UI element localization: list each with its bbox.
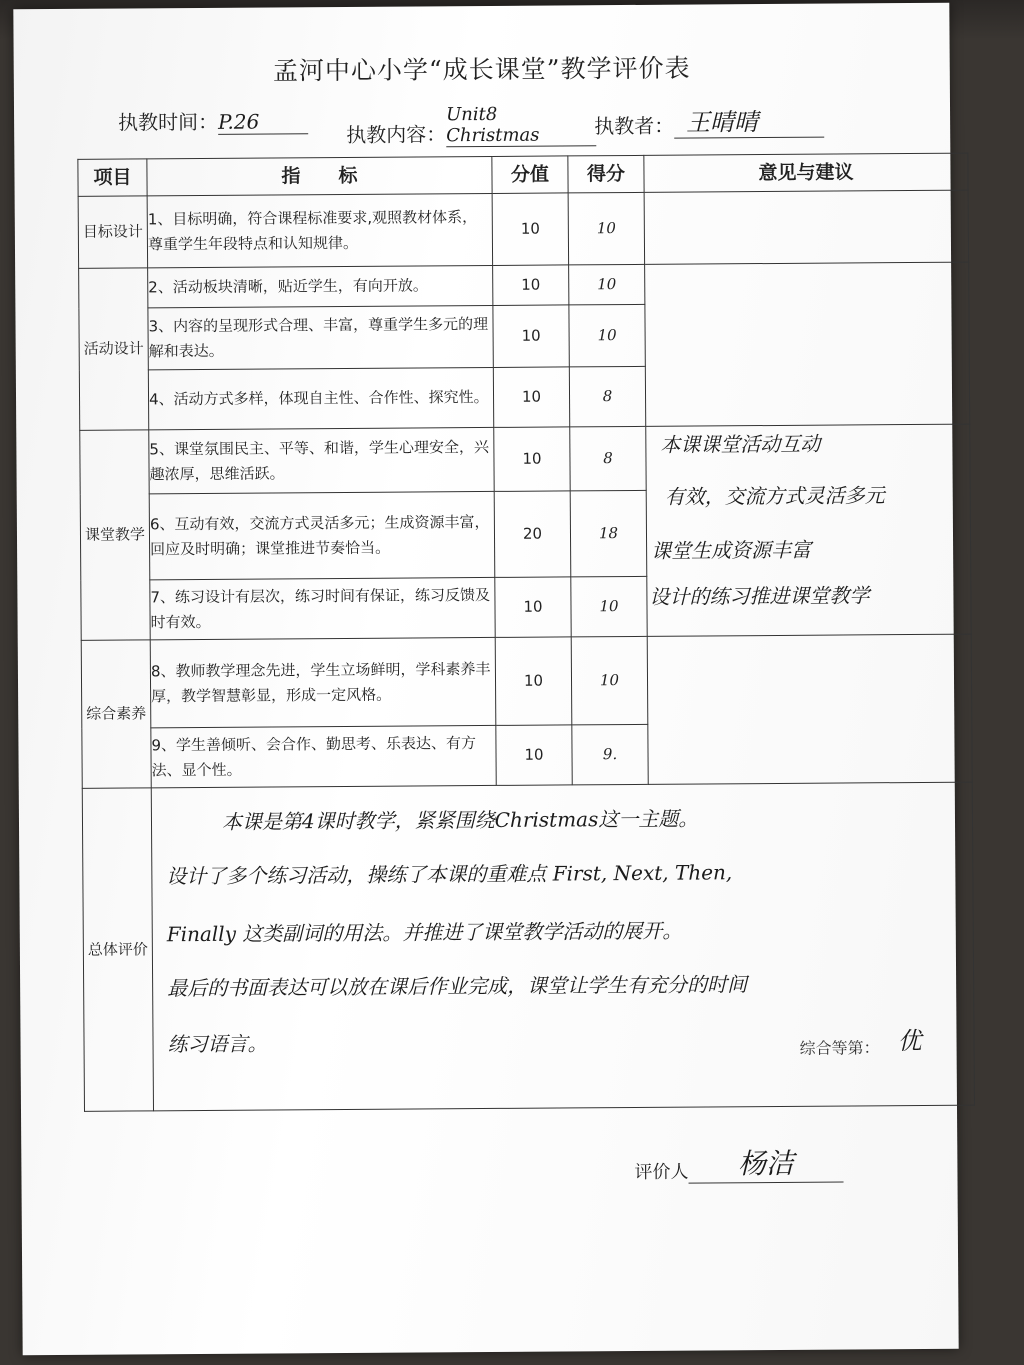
points-3: 10 xyxy=(493,305,569,368)
teacher xyxy=(594,102,824,140)
suggestion-line: 本课课堂活动互动 xyxy=(660,431,821,457)
points-1: 10 xyxy=(492,193,569,266)
suggestion-cell-goal xyxy=(644,190,968,264)
category-literacy: 综合素养 xyxy=(81,640,151,788)
category-classroom: 课堂教学 xyxy=(80,430,150,640)
table-row xyxy=(80,424,970,494)
grade-label: 综合等第： xyxy=(799,1038,880,1058)
indicator-1: 1、目标明确，符合课程标准要求,观照教材体系，尊重学生年段特点和认知规律。 xyxy=(147,193,492,267)
score-6: 18 xyxy=(570,490,647,577)
header-item: 项目 xyxy=(78,159,147,196)
evaluation-form-paper xyxy=(13,3,958,1356)
overall-line: 本课是第4课时教学，紧紧围绕Christmas这一主题。 xyxy=(221,806,699,834)
score-2: 10 xyxy=(569,264,645,305)
suggestion-cell-literacy xyxy=(647,634,972,784)
indicator-2: 2、活动板块清晰，贴近学生，有向开放。 xyxy=(148,265,493,307)
category-goal: 目标设计 xyxy=(78,196,148,268)
overall-evaluation-cell xyxy=(151,782,974,1111)
teaching-time xyxy=(118,105,308,135)
points-4: 10 xyxy=(493,367,569,428)
score-5: 8 xyxy=(570,426,646,491)
score-8: 10 xyxy=(571,636,648,725)
table-row xyxy=(81,634,972,728)
score-3: 10 xyxy=(569,304,645,367)
header-score: 得分 xyxy=(568,155,644,193)
score-9: 9. xyxy=(572,724,648,785)
overall-line: 最后的书面表达可以放在课后作业完成，课堂让学生有充分的时间 xyxy=(167,972,748,1001)
indicator-8: 8、教师教学理念先进，学生立场鲜明，学科素养丰厚，教学智慧彰显，形成一定风格。 xyxy=(150,637,496,727)
points-6: 20 xyxy=(494,491,571,578)
overall-line: 设计了多个练习活动，操练了本课的重难点 First, Next, Then, xyxy=(166,860,733,889)
overall-row xyxy=(82,782,974,1111)
score-1: 10 xyxy=(568,192,645,265)
indicator-9: 9、学生善倾听、会合作、勤思考、乐表达、有方法、显个性。 xyxy=(151,725,496,787)
overall-line: Finally 这类副词的用法。并推进了课堂教学活动的展开。 xyxy=(166,918,683,947)
suggestion-cell-classroom xyxy=(646,424,971,636)
form-title: 孟河中心小学“成长课堂”教学评价表 xyxy=(272,53,691,86)
teaching-content xyxy=(346,103,596,148)
points-2: 10 xyxy=(493,265,569,306)
evaluator xyxy=(634,1142,843,1184)
score-7: 10 xyxy=(571,576,647,637)
evaluator-signature: 杨洁 xyxy=(688,1142,843,1184)
score-4: 8 xyxy=(569,366,645,427)
header-suggestion: 意见与建议 xyxy=(644,153,968,192)
points-5: 10 xyxy=(494,427,570,492)
suggestion-line: 课堂生成资源丰富 xyxy=(651,537,812,563)
grade-value: 优 xyxy=(897,1026,922,1056)
points-9: 10 xyxy=(496,725,572,786)
indicator-3: 3、内容的呈现形式合理、丰富，尊重学生多元的理解和表达。 xyxy=(148,305,493,369)
header-points: 分值 xyxy=(492,156,568,194)
teaching-content-label: 执教内容： xyxy=(346,122,447,147)
category-overall: 总体评价 xyxy=(82,788,153,1111)
teacher-label: 执教者： xyxy=(594,113,675,139)
indicator-7: 7、练习设计有层次，练习时间有保证，练习反馈及时有效。 xyxy=(150,577,495,639)
teaching-content-value: Unit8 Christmas xyxy=(446,103,596,147)
suggestion-line: 有效，交流方式灵活多元 xyxy=(664,483,885,509)
indicator-6: 6、互动有效，交流方式灵活多元；生成资源丰富，回应及时明确；课堂推进节奏恰当。 xyxy=(149,491,495,579)
suggestion-line: 设计的练习推进课堂教学 xyxy=(649,583,870,609)
indicator-4: 4、活动方式多样，体现自主性、合作性、探究性。 xyxy=(148,367,493,429)
points-8: 10 xyxy=(495,637,572,726)
evaluation-table xyxy=(77,153,975,1112)
teacher-value: 王晴晴 xyxy=(674,102,824,139)
overall-line: 练习语言。 xyxy=(167,1031,268,1057)
teaching-time-value: P.26 xyxy=(218,109,308,135)
indicator-5: 5、课堂氛围民主、平等、和谐，学生心理安全，兴趣浓厚，思维活跃。 xyxy=(149,427,494,493)
category-activity: 活动设计 xyxy=(79,268,149,430)
header-indicator: 指 标 xyxy=(147,156,492,195)
teaching-time-label: 执教时间： xyxy=(118,109,219,135)
evaluator-label: 评价人 xyxy=(634,1161,689,1183)
table-row xyxy=(78,190,968,268)
suggestion-cell-activity xyxy=(645,262,970,426)
table-header-row xyxy=(78,153,968,196)
points-7: 10 xyxy=(495,577,571,638)
table-row xyxy=(79,262,969,308)
